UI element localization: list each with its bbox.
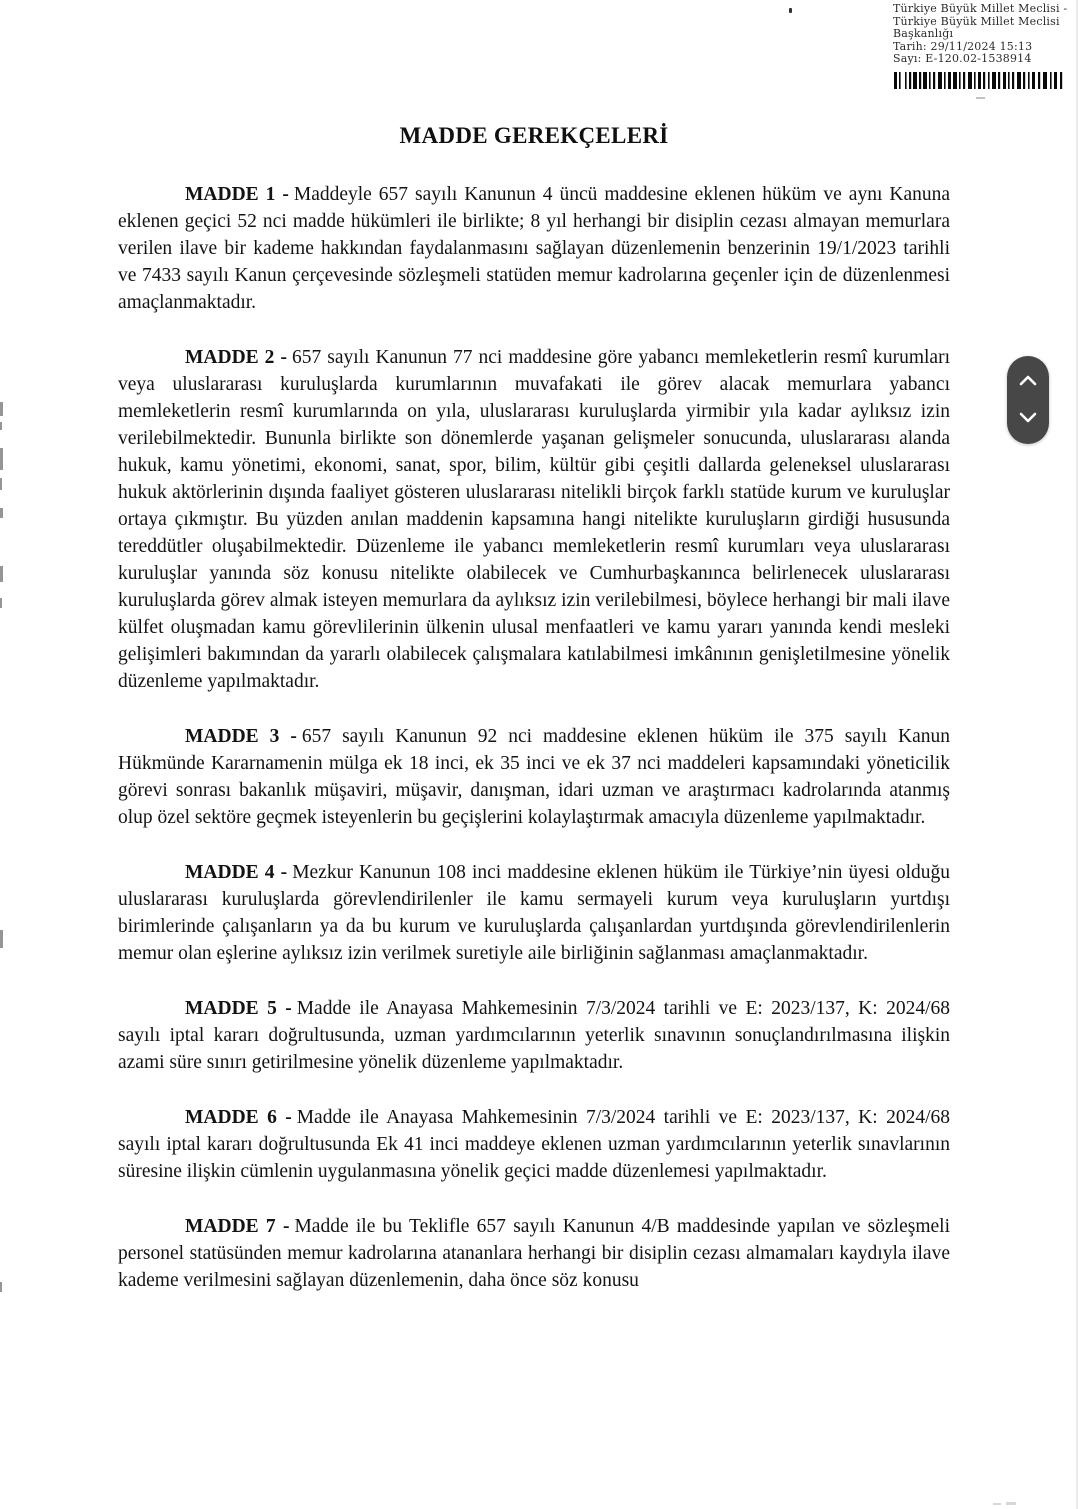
madde-3-text: 657 sayılı Kanunun 92 nci maddesine eklenen hüküm ile 375 sayılı Kanun Hükmünde Kararnamenin mülga ek 18 inci, ek 35 inci ve ek 37 nci maddeleri kapsamındaki yöneticilik görevi sonrası bakanlık müşaviri, müşavir, danışman, idari uzman ve araştırmacı kadrolarında atanmış olup özel sektöre geçmek isteyenlerin bu geçişlerini kolaylaştırmak amacıyla düzenleme yapılmaktadır. — [118, 726, 950, 828]
madde-7-text: Madde ile bu Teklifle 657 sayılı Kanunun 4/B maddesinde yapılan ve sözleşmeli personel statüsünden memur kadrolarına atananlara herhangi bir disiplin cezası almamaları kaydıyla ilave kademe verilmesini sağlayan düzenlemenin, daha önce söz konusu — [118, 1216, 950, 1291]
scroll-down-button[interactable] — [1011, 407, 1045, 430]
madde-7-label: MADDE 7 - — [185, 1216, 290, 1237]
scan-corner-smudge — [993, 1503, 1001, 1505]
stamp-org-line-3: Başkanlığı — [893, 27, 954, 40]
document-title: MADDE GEREKÇELERİ — [399, 123, 669, 148]
stamp-number-line: Sayı: E-120.02-1538914 — [893, 52, 1032, 65]
scan-edge-mark — [0, 402, 3, 416]
scan-edge-mark — [0, 930, 3, 948]
madde-1-text: Maddeyle 657 sayılı Kanunun 4 üncü maddesine eklenen hüküm ve aynı Kanuna eklenen geçici 52 nci madde hükümleri ile birlikte; 8 yıl herhangi bir disiplin cezası almayan memurlara verilen ilave bir kademe hakkından faydalanmasını sağlayan düzenlemenin benzerinin 19/1/2023 tarihli ve 7433 sayılı Kanun çerçevesinde sözleşmeli statüden memur kadrolarına geçenler için de düzenlenmesi amaçlanmaktadır. — [118, 184, 951, 313]
scan-edge-mark — [0, 508, 3, 518]
scan-edge-mark — [0, 598, 2, 608]
madde-6-text: Madde ile Anayasa Mahkemesinin 7/3/2024 tarihli ve E: 2023/137, K: 2024/68 sayılı iptal kararı doğrultusunda Ek 41 inci maddeye eklenen uzman yardımcılarının yeterlik sınavlarının süresine ilişkin cümlenin uygulanmasına yönelik geçici madde düzenlemesi yapılmaktadır. — [118, 1107, 950, 1182]
scroll-up-button[interactable] — [1011, 370, 1045, 393]
madde-1-label: MADDE 1 - — [185, 184, 289, 205]
madde-3-label: MADDE 3 - — [185, 726, 297, 747]
stamp-date-line: Tarih: 29/11/2024 15:13 — [893, 39, 1033, 53]
document-body — [118, 0, 950, 1322]
scan-speck — [789, 8, 792, 13]
scan-edge-mark — [0, 448, 3, 470]
paragraph-madde-4 — [118, 859, 950, 967]
paragraph-madde-3 — [118, 723, 950, 831]
scan-edge-mark — [0, 1282, 2, 1292]
scan-corner-smudge — [1006, 1502, 1016, 1505]
madde-5-text: Madde ile Anayasa Mahkemesinin 7/3/2024 tarihli ve E: 2023/137, K: 2024/68 sayılı iptal kararı doğrultusunda, uzman yardımcılarının yeterlik sınavının sonuçlandırılmasına ilişkin azami süre sınırı getirilmesine yönelik düzenleme yapılmaktadır. — [118, 998, 950, 1073]
madde-4-label: MADDE 4 - — [185, 862, 288, 883]
madde-2-label: MADDE 2 - — [185, 347, 287, 368]
chevron-up-icon — [1019, 374, 1037, 389]
scan-edge-mark — [0, 422, 2, 430]
scan-edge-mark — [0, 478, 2, 490]
madde-6-label: MADDE 6 - — [185, 1107, 292, 1128]
paragraph-madde-2 — [118, 344, 950, 695]
scroll-widget — [1007, 356, 1049, 444]
chevron-down-icon — [1019, 411, 1037, 426]
stamp-org-line-1: Türkiye Büyük Millet Meclisi - — [893, 2, 1068, 15]
stamp-org-line-2: Türkiye Büyük Millet Meclisi — [893, 14, 1060, 28]
paragraph-madde-7 — [118, 1213, 950, 1294]
scan-edge-mark — [0, 566, 3, 582]
madde-4-text: Mezkur Kanunun 108 inci maddesine eklenen hüküm ile Türkiye’nin üyesi olduğu uluslararası kuruluşlarda görevlendirilenler ile kamu sermayeli kurum veya kuruluşların yurtdışı birimlerinde çalışanların ya da bu kurum ve kuruluşlarda çalışanlardan yurtdışında görevlendirilenlerin memur olan eşlerine aylıksız izin verilmek suretiyle aile birliğinin sağlanması amaçlanmaktadır. — [118, 862, 950, 964]
madde-5-label: MADDE 5 - — [185, 998, 292, 1019]
paragraph-madde-5 — [118, 995, 950, 1076]
barcode-tick-mark — [976, 97, 985, 99]
paragraph-madde-6 — [118, 1104, 950, 1185]
madde-2-text: 657 sayılı Kanunun 77 nci maddesine göre yabancı memleketlerin resmî kurumları veya uluslararası kuruluşlarda kurumlarının muvafakati ile görev alacak memurlara yabancı memleketlerin resmî kurumlarında on yıla, uluslararası kuruluşlarda yirmibir yıla kadar aylıksız izin verilebilmektedir. Bununla birlikte son dönemlerde yaşanan gelişmeler sonucunda, uluslararası alanda hukuk, kamu yönetimi, ekonomi, sanat, spor, bilim, kültür gibi çeşitli dallarda geleneksel uluslararası hukuk aktörlerinin dışında faaliyet gösteren uluslararası nitelikli birçok farklı statüde kurum ve kuruluşlar ortaya çıkmıştır. Bu yüzden anılan maddenin kapsamına hangi nitelikte kuruluşların girdiği hususunda tereddütler oluşabilmektedir. Düzenleme ile yabancı memleketlerin resmî kurumları veya uluslararası kuruluşlar yanında söz konusu nitelikte olabilecek ve Cumhurbaşkanınca belirlenecek uluslararası kuruluşlarda görev almak isteyen memurlara da aylıksız izin verilebilmesi, böylece herhangi bir mali ilave külfet oluşmadan kamu görevlilerinin ülkenin ulusal menfaatleri ve kamu yararı yanında kendi mesleki gelişimleri bakımından da yararlı olabilecek çalışmalara katılabilmesi imkânının genişletilmesine yönelik düzenleme yapılmaktadır. — [118, 347, 950, 692]
paragraph-madde-1 — [118, 181, 950, 316]
